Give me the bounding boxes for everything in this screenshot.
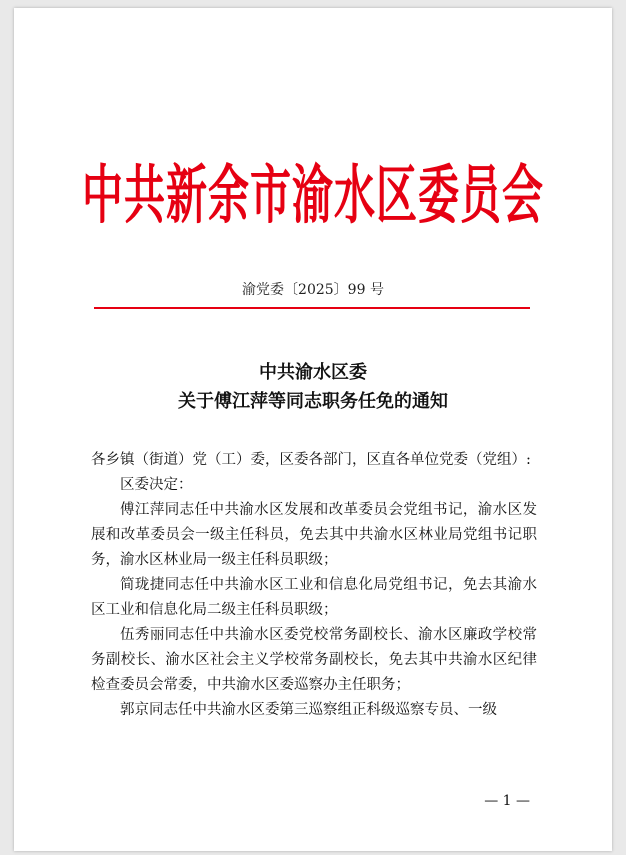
document-title-line2: 关于傅江萍等同志职务任免的通知 xyxy=(178,391,448,412)
issuing-org-header: 中共新余市渝水区委员会 xyxy=(82,157,544,233)
body-paragraph: 郭京同志任中共渝水区委第三巡察组正科级巡察专员、一级 xyxy=(120,702,497,718)
document-body xyxy=(91,448,537,723)
body-paragraph: 简珑捷同志任中共渝水区工业和信息化局党组书记，免去其渝水区工业和信息化局二级主任科员职级； xyxy=(91,577,537,618)
document-title-line1: 中共渝水区委 xyxy=(259,362,367,383)
body-paragraph: 区委决定： xyxy=(120,477,193,493)
body-paragraph: 伍秀丽同志任中共渝水区委党校常务副校长、渝水区廉政学校常务副校长、渝水区社会主义学校常务副校长，免去其中共渝水区纪律检查委员会常委，中共渝水区委巡察办主任职务； xyxy=(91,627,537,693)
body-paragraph: 傅江萍同志任中共渝水区发展和改革委员会党组书记，渝水区发展和改革委员会一级主任科员，免去其中共渝水区林业局党组书记职务，渝水区林业局一级主任科员职级； xyxy=(91,502,537,568)
document-page xyxy=(14,8,612,851)
salutation: 各乡镇（街道）党（工）委，区委各部门，区直各单位党委（党组）: xyxy=(91,452,531,468)
red-divider-line xyxy=(94,307,530,309)
page-number: — 1 — xyxy=(484,793,530,809)
document-number: 渝党委〔2025〕99 号 xyxy=(242,282,384,298)
